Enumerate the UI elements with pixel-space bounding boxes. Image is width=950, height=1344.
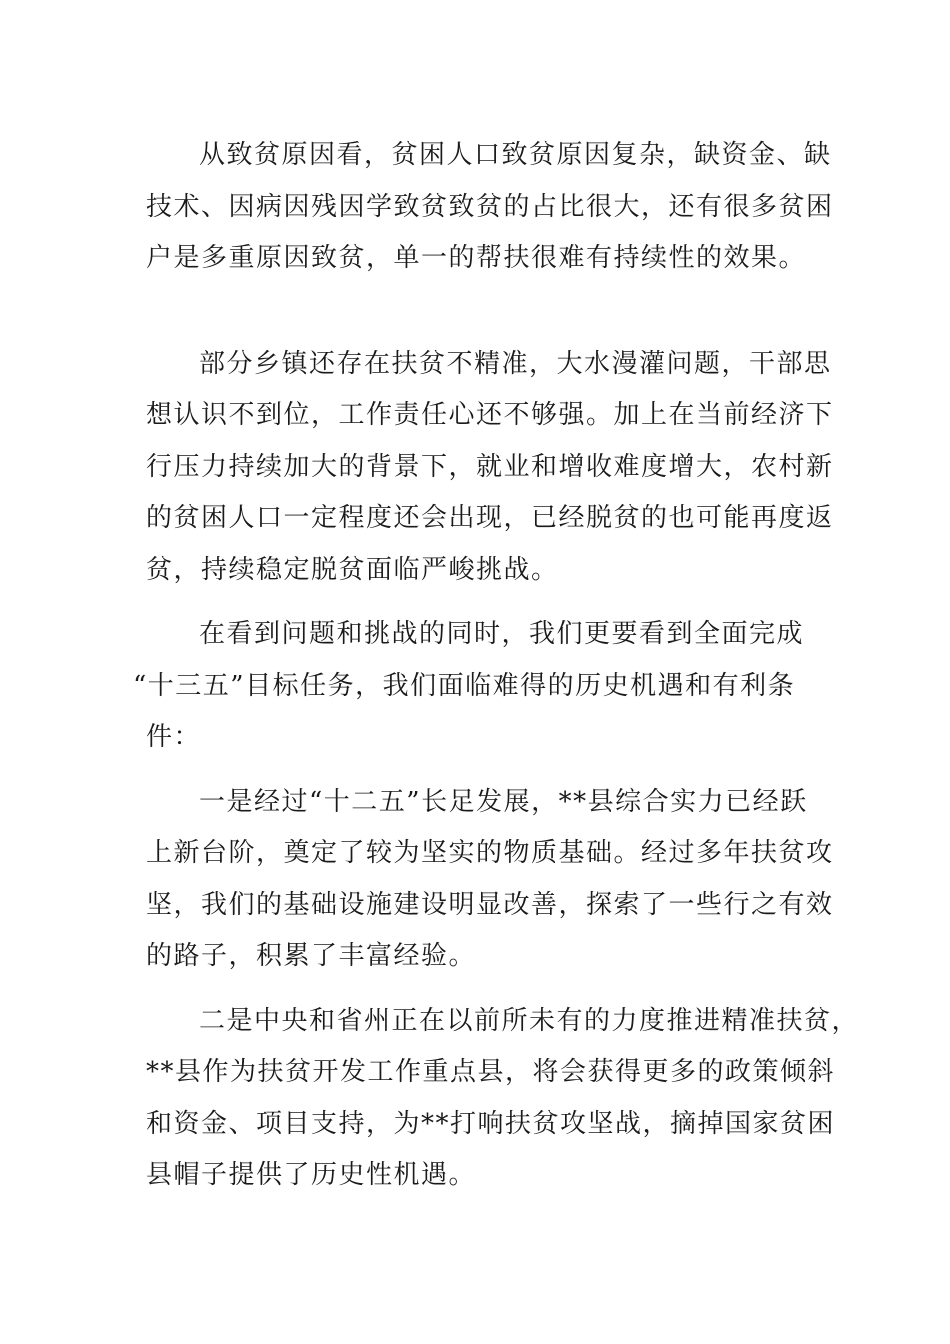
text-line: 上新台阶，奠定了较为坚实的物质基础。经过多年扶贫攻 [146,838,834,868]
text-line: **县作为扶贫开发工作重点县，将会获得更多的政策倾斜 [146,1057,836,1087]
text-line: 技术、因病因残因学致贫致贫的占比很大，还有很多贫困 [146,191,834,222]
paragraph-town-issues [146,339,834,597]
paragraph-poverty-causes [146,130,834,285]
text-line: 二是中央和省州正在以前所未有的力度推进精准扶贫， [199,1005,860,1036]
paragraph-second-opportunity [146,996,860,1202]
text-line: 和资金、项目支持，为**打响扶贫攻坚战，摘掉国家贫困 [146,1108,836,1139]
text-line: 户是多重原因致贫，单一的帮扶很难有持续性的效果。 [146,243,807,273]
text-line: 想认识不到位，工作责任心还不够强。加上在当前经济下 [146,400,834,430]
text-line: 的路子，积累了丰富经验。 [146,941,477,971]
paragraph-opportunities-intro [133,609,805,764]
text-line: 行压力持续加大的背景下，就业和增收难度增大，农村新 [146,451,834,482]
text-line: 件： [146,722,202,752]
text-line: 贫，持续稳定脱贫面临严峻挑战。 [146,554,559,585]
text-line: 坚，我们的基础设施建设明显改善，探索了一些行之有效 [146,889,834,920]
text-line: 部分乡镇还存在扶贫不精准，大水漫灌问题，干部思 [199,348,832,379]
text-line: 的贫困人口一定程度还会出现，已经脱贫的也可能再度返 [146,503,834,533]
text-line: “十三五”目标任务，我们面临难得的历史机遇和有利条 [133,670,796,701]
text-line: 县帽子提供了历史性机遇。 [146,1160,477,1190]
text-line: 在看到问题和挑战的同时，我们更要看到全面完成 [199,619,805,649]
text-line: 从致贫原因看，贫困人口致贫原因复杂，缺资金、缺 [199,140,832,170]
text-line: 一是经过“十二五”长足发展，**县综合实力已经跃 [199,786,808,817]
paragraph-first-opportunity [146,777,834,983]
document-body [133,130,860,1205]
